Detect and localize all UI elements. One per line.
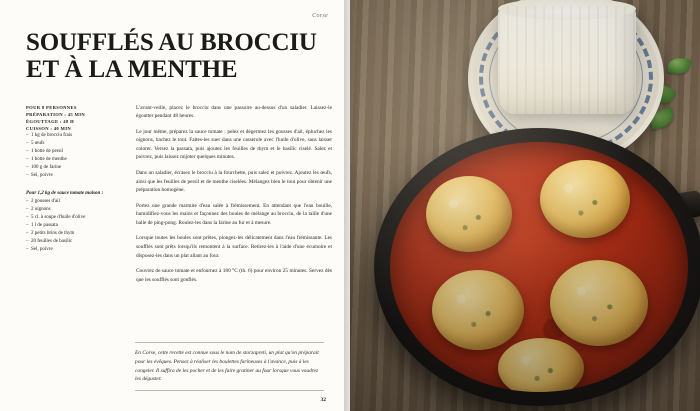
- recipe-note: [135, 342, 324, 391]
- instruction-step: Portez une grande marmite d'eau salée à frémissement. En attendant que l'eau bouille, humidifiez-vous les mains et façonnez des boules de mélange au brocciu, de la taille d'une balle de ping-pong. Roulez-les dans la farine au fur et à mesure.: [136, 202, 332, 226]
- list-item: – 2 oignons: [26, 206, 122, 214]
- instruction-step: L'avant-veille, placez le brocciu dans une passoire au-dessus d'un saladier. Laissez-le égoutter pendant 48 heures.: [136, 104, 332, 120]
- meta-prep-time: PRÉPARATION : 45 MIN: [26, 111, 86, 117]
- ingredient-list-main: [26, 132, 122, 181]
- recipe-title-line-1: SOUFFLÉS AU BROCCIU: [26, 29, 317, 56]
- recipe-photo-page: [350, 0, 700, 411]
- list-item: – 1 l de passata: [26, 222, 122, 230]
- page-number: 32: [320, 397, 326, 403]
- meta-servings: POUR 8 PERSONNES: [26, 104, 77, 110]
- instruction-step: Le jour même, préparez la sauce tomate : pelez et dégermez les gousses d'ail, épluchez les oignons, hachez le tout. Faites-les suer dans une casserole avec l'huile d'olive, sans laisser colorer. Versez la passata, puis ajoutez les feuilles de thym et le basilic ciselé. Salez et poivrez, puis laissez mijoter quelques minutes.: [136, 128, 332, 161]
- instruction-step: Lorsque toutes les boules sont prêtes, plongez-les délicatement dans l'eau frémissante. Les soufflés sont prêts lorsqu'ils remontent à la surface. Retirez-les à l'aide d'une écumoire et disposez-les dans un plat allant au four.: [136, 235, 332, 259]
- list-item: – 100 g de farine: [26, 164, 122, 172]
- ingredient-sauce-heading: Pour 1,2 kg de sauce tomate maison :: [26, 190, 104, 196]
- ingredients-column: [26, 104, 122, 292]
- recipe-title-line-2: ET À LA MENTHE: [26, 56, 238, 84]
- list-item: – 5 œufs: [26, 140, 122, 148]
- list-item: – 2 gousses d'ail: [26, 198, 122, 206]
- list-item: – Sel, poivre: [26, 246, 122, 254]
- section-label: Corse: [312, 13, 328, 19]
- instruction-step: Couvrez de sauce tomate et enfournez à 180 °C (th. 6) pour environ 25 minutes. Servez dès que les soufflés sont gonflés.: [136, 268, 332, 283]
- recipe-meta: [26, 104, 122, 132]
- meta-rest-time: ÉGOUTTAGE : 48 H: [26, 118, 75, 124]
- instruction-step: Dans un saladier, écrasez le brocciu à la fourchette, puis salez et poivrez. Ajoutez les œufs, ainsi que les feuilles de persil et de menthe ciselées. Mélangez bien le tout pour obtenir une préparation homogène.: [136, 169, 332, 194]
- photo-vignette: [350, 0, 700, 411]
- meta-cook-time: CUISSON : 40 MIN: [26, 125, 72, 131]
- ingredient-list-sauce: [26, 198, 122, 255]
- list-item: – 20 feuilles de basilic: [26, 238, 122, 246]
- list-item: – 1 botte de menthe: [26, 156, 122, 164]
- list-item: – 1 kg de brocciu frais: [26, 132, 122, 140]
- recipe-columns: [26, 104, 332, 292]
- list-item: – 2 petits brins de thym: [26, 230, 122, 238]
- instructions-column: [136, 104, 332, 292]
- list-item: – Sel, poivre: [26, 172, 122, 180]
- recipe-note-text: En Corse, cette recette est connue sous le nom de storzapreti, un plat qu'on préparait pour les évêques. Pensez à réaliser les boulettes farineuses à l'avance, puis à les congeler. Il suffira de les pocher et de les faire gratiner au four lorsque vous voudrez les déguster.: [135, 350, 319, 383]
- list-item: – 1 botte de persil: [26, 148, 122, 156]
- recipe-title: [26, 30, 332, 84]
- list-item: – 5 cl. à soupe d'huile d'olive: [26, 214, 122, 222]
